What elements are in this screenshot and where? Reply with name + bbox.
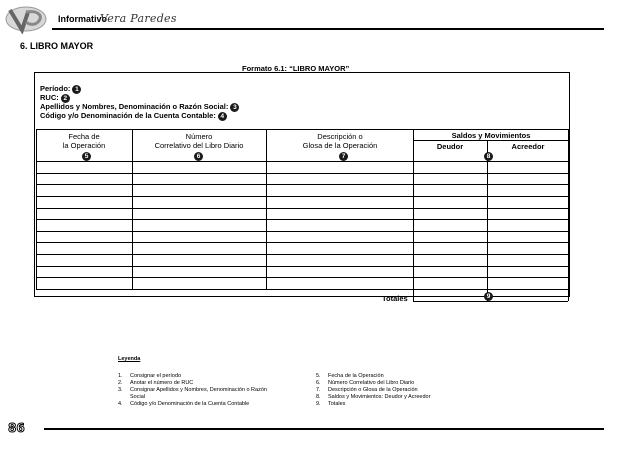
table-row-line [36,196,568,197]
legend-item: 6. Número Correlativo del Libro Diario [316,380,415,386]
info-codigo [40,111,227,121]
legend-item: 7. Descripción o Glosa de la Operación [316,387,418,393]
table-row-line [36,208,568,209]
brand-script: Vera Paredes [100,12,177,25]
header-fecha-line1: Fecha de [68,132,100,141]
header-numero [134,132,264,150]
legend-item: 5. Fecha de la Operación [316,373,384,379]
table-row-line [36,231,568,232]
badge-6: 6 [194,152,203,161]
header-fecha [38,132,130,150]
table-column-line [413,129,414,301]
legend-item: Social [130,394,145,400]
brand-logo-icon [4,4,50,34]
table-row-line [36,219,568,220]
table-row-line [36,173,568,174]
header-descripcion-line2: Glosa de la Operación [302,141,378,150]
badge-9: 9 [484,292,493,301]
table-row-line [36,254,568,255]
header-acreedor: Acreedor [511,142,545,151]
badge-5: 5 [82,152,91,161]
table-right-border [568,129,569,289]
codigo-label: Código y/o Denominación de la Cuenta Contable: [40,111,216,120]
apellidos-label: Apellidos y Nombres, Denominación o Razón Social: [40,102,229,111]
header-numero-line1: Número [185,132,213,141]
header-divider [52,28,604,30]
legend-title: Leyenda [118,356,141,362]
badge-2: 2 [61,94,70,103]
ruc-label: RUC: [40,93,59,102]
brand-name: Informativo [58,14,108,24]
totales-label: Totales [382,294,408,303]
section-title: 6. LIBRO MAYOR [20,41,94,51]
table-row-line [36,266,568,267]
legend-item: 9. Totales [316,401,346,407]
legend-item: 4. Código y/o Denominación de la Cuenta Contable [118,401,250,407]
badge-1: 1 [72,85,81,94]
table-left-border [36,129,37,289]
table-column-line [266,129,267,289]
periodo-label: Período: [40,84,71,93]
table-bottom-border [36,289,568,290]
legend-item: 3. Consignar Apellidos y Nombres, Denominación o Razón [118,387,267,393]
badge-8: 8 [484,152,493,161]
badge-3: 3 [230,103,239,112]
table-top-border [36,129,568,130]
badge-7: 7 [339,152,348,161]
badge-4: 4 [218,112,227,121]
header-descripcion-line1: Descripción o [317,132,363,141]
legend-left [118,373,267,408]
table-row-line [36,242,568,243]
legend-item: 1. Consignar el período [118,373,182,379]
header-numero-line2: Correlativo del Libro Diario [154,141,244,150]
page-number: 86 [8,421,25,435]
table-row-line [36,277,568,278]
header-descripcion [268,132,412,150]
legend-item: 8. Saldos y Movimientos: Deudor y Acreedor [316,394,431,400]
totales-right-border [568,289,569,301]
legend-item: 2. Anotar el número de RUC [118,380,194,386]
table-column-line [132,129,133,289]
table-row-line [36,184,568,185]
header-saldos: Saldos y Movimientos [451,131,531,140]
header-deudor: Deudor [436,142,464,151]
table-header-bottom [36,161,568,162]
footer-divider [44,428,604,430]
totales-bottom-border [413,301,568,302]
saldos-subheader-line [413,140,568,141]
legend-right [316,373,430,408]
header-fecha-line2: la Operación [62,141,106,150]
format-title: Formato 6.1: “LIBRO MAYOR” [242,64,350,73]
